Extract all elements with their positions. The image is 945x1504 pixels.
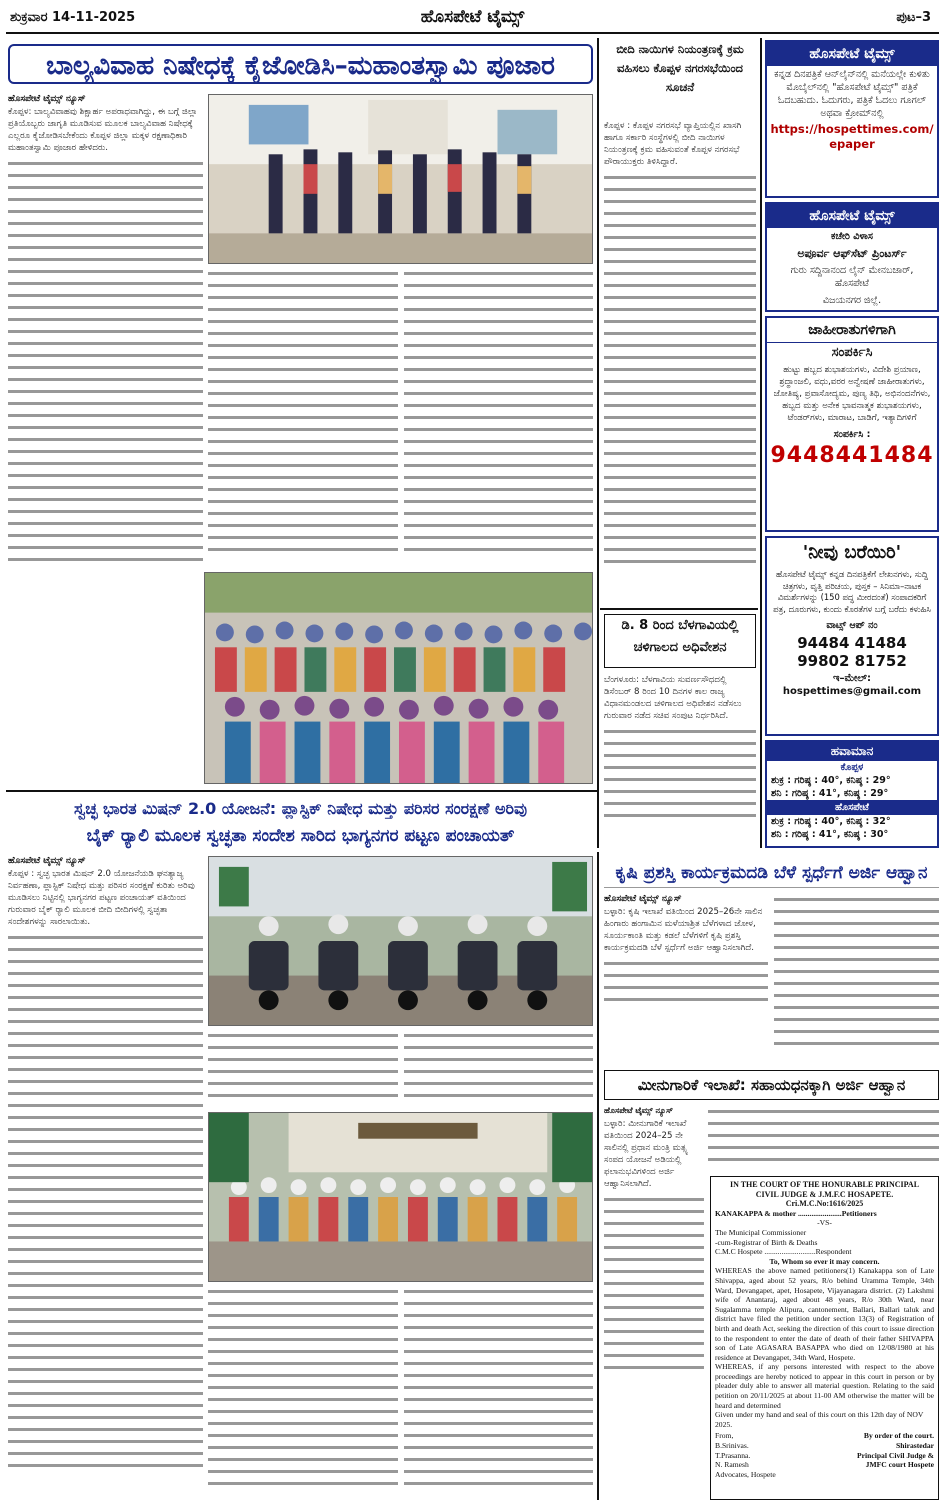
krishi-col-2 <box>774 894 939 1064</box>
court-respondent: C.M.C Hospete ...........................Respondent <box>715 1247 852 1257</box>
court-heading: CIVIL JUDGE & J.M.F.C HOSAPETE. <box>755 1189 894 1199</box>
swachh-body-lines <box>208 1286 398 1490</box>
weather-title: ಹವಾಮಾನ <box>767 742 937 761</box>
office-address-label: ಕಚೇರಿ ವಿಳಾಸ <box>831 231 873 242</box>
advert-phone[interactable]: 9448441484 <box>770 443 934 468</box>
epaper-ad-title: ಹೊಸಪೇಟೆ ಟೈಮ್ಸ್ <box>767 42 937 66</box>
fisheries-col-1 <box>604 1106 704 1500</box>
krishi-body-lines <box>604 958 768 1006</box>
email-address[interactable]: ಇ–ಮೇಲ್: hospettimes@gmail.com <box>782 673 922 697</box>
swachh-byline: ಹೊಸಪೇಟೆ ಟೈಮ್ಸ್ ನ್ಯೂಸ್ <box>8 856 86 866</box>
fisheries-headline: ಮೀನುಗಾರಿಕೆ ಇಲಾಖೆ: ಸಹಾಯಧನಕ್ಕಾಗಿ ಅರ್ಜಿ ಆಹ್ವಾನ <box>604 1070 939 1100</box>
court-signatures <box>715 1431 934 1479</box>
court-advocate: Advocates, Hospete <box>715 1469 776 1479</box>
weather-city-hospete: ಹೊಸಪೇಟೆ <box>767 800 937 815</box>
swachh-col-4 <box>208 1286 398 1500</box>
issue-date: ಶುಕ್ರವಾರ 14-11-2025 <box>10 10 136 25</box>
fisheries-body-lines <box>708 1106 939 1166</box>
epaper-ad <box>765 40 939 198</box>
swachh-col-1 <box>8 856 203 1500</box>
write-to-us-text: ಹೊಸಪೇಟೆ ಟೈಮ್ಸ್ ಕನ್ನಡ ದಿನಪತ್ರಿಕೆಗೆ ಲೇಖನಗಳು, ಸುದ್ದಿ ಚಿತ್ರಗಳು, ವೃತ್ತಿ ಪರಿಚಯ, ಪುಸ್ತಕ – ಸಿನಿಮಾ–ನಾಟಕ ವಿಮರ್ಶೆಗಳನ್ನು (150 ಪದ್ಧ ಮೀರದಂತೆ) ಸಂಪಾದಕರಿಗೆ ಪತ್ರ, ದೂರುಗಳು, ಕುಂದು ಕೊರತೆಗಳ ಬಗ್ಗೆ ಬರೆದು ಕಳುಹಿಸಿ <box>773 569 931 614</box>
swachh-headline-2: ಬೈಕ್ ರ್‍ಯಾಲಿ ಮೂಲಕ ಸ್ವಚ್ಛತಾ ಸಂದೇಶ ಸಾರಿದ ಭಾಗ್ಯನಗರ ಪಟ್ಟಣ ಪಂಚಾಯತ್ <box>86 826 515 846</box>
lead-byline: ಹೊಸಪೇಟೆ ಟೈಮ್ಸ್ ನ್ಯೂಸ್ <box>8 94 86 104</box>
fisheries-byline: ಹೊಸಪೇಟೆ ಟೈಮ್ಸ್ ನ್ಯೂಸ್ <box>604 1106 673 1115</box>
advert-contact-box <box>765 316 939 532</box>
column-rule <box>760 38 762 848</box>
lead-body-lines <box>404 268 593 556</box>
court-order-line: Principal Civil Judge & <box>857 1450 934 1460</box>
weather-city-koppal: ಕೊಪ್ಪಳ <box>840 762 864 773</box>
lead-col-1 <box>8 94 203 568</box>
court-advocate: T.Prasanna. <box>715 1450 751 1460</box>
advert-contact-subtitle: ಸಂಪರ್ಕಿಸಿ <box>831 345 873 360</box>
krishi-byline: ಹೊಸಪೇಟೆ ಟೈಮ್ಸ್ ನ್ಯೂಸ್ <box>604 894 682 904</box>
office-printer: ಅಪೂರ್ವ ಆಫ್‌ಸೆಟ್ ಪ್ರಿಂಟರ್ಸ್ <box>797 247 907 260</box>
swachh-body-lines <box>208 1030 398 1102</box>
swachh-col-3 <box>404 1030 593 1110</box>
swachh-intro: ಕೊಪ್ಪಳ : ಸ್ವಚ್ಛ ಭಾರತ ಮಿಷನ್ 2.0 ಯೋಜನೆಯಡಿ ಘನತ್ಯಾಜ್ಯ ನಿರ್ವಹಣಾ, ಪ್ಲಾಸ್ಟಿಕ್ ನಿಷೇಧ ಮತ್ತು ಪರಿಸರ ಸಂರಕ್ಷಣೆ ಕುರಿತು ಅರಿವು ಮೂಡಿಸಲು ನಿಟ್ಟಿನಲ್ಲಿ ಭಾಗ್ಯನಗರ ಪಟ್ಟಣ ಪಂಚಾಯತ್ ವತಿಯಿಂದ ಗುರುವಾರ ಬೈಕ್ ರ್‍ಯಾಲಿ ಮೂಲಕ ಬೀದಿ ಬೀದಿಗಳಲ್ಲಿ ಸ್ವಚ್ಛತಾ ಸಂದೇಶಗಳನ್ನು ಸಾರಲಾಯಿತು. <box>8 869 195 927</box>
whatsapp-number-1[interactable]: 94484 41484 <box>797 634 907 652</box>
section-rule <box>6 790 598 792</box>
column-rule <box>597 852 599 1500</box>
fisheries-body-lines <box>604 1194 704 1374</box>
advert-contact-title: ಜಾಹೀರಾತುಗಳಿಗಾಗಿ <box>767 318 937 343</box>
court-advocates <box>715 1431 776 1479</box>
krishi-intro: ಬಳ್ಳಾರಿ: ಕೃಷಿ ಇಲಾಖೆ ವತಿಯಿಂದ 2025–26ನೇ ಸಾಲಿನ ಹಿಂಗಾರು ಹಂಗಾಮಿನ ಮಳೆಯಾಶ್ರಿತ ಬೆಳೆಗಳಾದ ಜೋಳ, ಸೂರ್ಯಕಾಂತಿ ಮತ್ತು ಕಡಲೆ ಬೆಳೆಗಳಿಗೆ ಕೃಷಿ ಪ್ರಶಸ್ತಿ ಕಾರ್ಯಕ್ರಮದಡಿ ಬೆಳೆ ಸ್ಪರ್ಧೆಗೆ ಅರ್ಜಿ ಆಹ್ವಾನಿಸಲಾಗಿದೆ. <box>604 907 763 953</box>
krishi-headline: ಕೃಷಿ ಪ್ರಶಸ್ತಿ ಕಾರ್ಯಕ್ರಮದಡಿ ಬೆಳೆ ಸ್ಪರ್ಧೆಗೆ ಅರ್ಜಿ ಆಹ್ವಾನ <box>604 858 939 888</box>
court-from: From, <box>715 1431 734 1441</box>
lead-col-3 <box>404 268 593 568</box>
page-number: ಪುಟ–3 <box>896 10 931 25</box>
session-intro: ಬೆಂಗಳೂರು: ಬೆಳಗಾವಿಯ ಸುವರ್ಣಸೌಧದಲ್ಲಿ ಡಿಸೆಂಬರ್ 8 ರಿಂದ 10 ದಿನಗಳ ಕಾಲ ರಾಜ್ಯ ವಿಧಾನಮಂಡಲದ ಚಳಿಗಾಲದ ಅಧಿವೇಶನ ನಡೆಸಲು ಗುರುವಾರ ನಡೆದ ಸಚಿವ ಸಂಪುಟ ನಿರ್ಧರಿಸಿದೆ. <box>604 675 742 721</box>
write-to-us-box <box>765 536 939 736</box>
swachh-body-lines <box>8 932 203 1472</box>
krishi-col-1 <box>604 894 768 1064</box>
lead-body-lines <box>8 158 203 566</box>
weather-row: ಶುಕ್ರ : ಗರಿಷ್ಠ : 40°, ಕನಿಷ್ಠ : 29° <box>771 775 891 786</box>
court-respondent: The Municipal Commissioner <box>715 1227 807 1237</box>
fisheries-intro: ಬಳ್ಳಾರಿ: ಮೀನುಗಾರಿಕೆ ಇಲಾಖೆ ವತಿಯಿಂದ 2024–25 ನೇ ಸಾಲಿನಲ್ಲಿ ಪ್ರಧಾನ ಮಂತ್ರಿ ಮತ್ಸ್ಯ ಸಂಪದ ಯೋಜನೆ ಅಡಿಯಲ್ಲಿ ಫಲಾನುಭವಿಗಳಿಂದ ಅರ್ಜಿ ಆಹ್ವಾನಿಸಲಾಗಿದೆ. <box>604 1119 688 1189</box>
vendors-body-lines <box>604 172 756 568</box>
court-petitioner: KANAKAPPA & mother .......................Petitioners <box>715 1208 877 1218</box>
court-order <box>857 1431 934 1479</box>
court-order-line: By order of the court. <box>863 1431 934 1441</box>
whatsapp-number-2[interactable]: 99802 81752 <box>797 652 907 670</box>
lead-headline: ಬಾಲ್ಯವಿವಾಹ ನಿಷೇಧಕ್ಕೆ ಕೈಜೋಡಿಸಿ–ಮಹಾಂತಸ್ವಾಮಿ ಪೂಜಾರ <box>8 44 593 84</box>
swachh-col-2 <box>208 1030 398 1110</box>
vendors-intro: ಕೊಪ್ಪಳ : ಕೊಪ್ಪಳ ನಗರಸಭೆ ವ್ಯಾಪ್ತಿಯಲ್ಲಿನ ಖಾಸಗಿ ಹಾಗೂ ಸರ್ಕಾರಿ ಸಂಸ್ಥೆಗಳಲ್ಲಿ ಬೀದಿ ನಾಯಿಗಳ ನಿಯಂತ್ರಣಕ್ಕೆ ಕ್ರಮ ವಹಿಸುವಂತೆ ಕೊಪ್ಪಳ ನಗರಸಭೆ ಪೌರಾಯುಕ್ತರು ತಿಳಿಸಿದ್ದಾರೆ. <box>604 121 742 167</box>
fisheries-col-2 <box>708 1106 939 1172</box>
office-district: ವಿಜಯನಗರ ಜಿಲ್ಲೆ. <box>822 295 882 306</box>
court-body: WHEREAS, if any persons interested with respect to the above proceedings are hereby noticed to appear in this court in person or by pleader duly able to answer all material question. Relating to the said petition on 20/11/2025 at about 11-00 AM otherwise the matter will be heard and determined <box>715 1362 934 1410</box>
vendors-body <box>604 120 756 604</box>
court-notice <box>710 1176 939 1500</box>
court-order-line: JMFC court Hospete <box>865 1460 934 1470</box>
office-ad-title: ಹೊಸಪೇಟೆ ಟೈಮ್ಸ್ <box>767 204 937 228</box>
advert-contact-text: ಹುಟ್ಟು ಹಬ್ಬದ ಶುಭಾಶಯಗಳು, ವಿದೇಶಿ ಪ್ರಯಾಣ, ಶ್ರದ್ಧಾಂಜಲಿ, ವಧು,ವರರ ಅನ್ವೇಷಣೆ ಜಾಹೀರಾತುಗಳು, ಜೋತಿಷ್ಯ, ಪ್ರವಾಸೋದ್ಯಮ, ಪುಣ್ಯ ತಿಥಿ, ಅಭಿನಂದನೆಗಳು, ಹಬ್ಬದ ಮತ್ತು ಅನೇಕ ಭಾವನಾತ್ಮಕ ಶುಭಾಶಯಗಳು, ಟೆಂಡರ್‌ಗಳು, ಮಾರಾಟ, ಬಾಡಿಗೆ, ಇತ್ಯಾದಿಗಳಿಗೆ <box>773 365 931 423</box>
epaper-link-path[interactable]: epaper <box>829 137 875 151</box>
court-versus: -VS- <box>817 1218 832 1228</box>
lead-body-lines <box>208 268 398 556</box>
office-ad <box>765 202 939 312</box>
swachh-body-lines <box>404 1030 593 1102</box>
court-order-line: Shirastedar <box>896 1441 934 1451</box>
session-body-lines <box>604 726 756 822</box>
vendors-headline: ಬೀದಿ ನಾಯಿಗಳ ನಿಯಂತ್ರಣಕ್ಕೆ ಕ್ರಮ ವಹಿಸಲು ಕೊಪ್ಪಳ ನಗರಸಭೆಯಿಂದ ಸೂಚನೆ <box>616 42 744 94</box>
session-headline: ಡಿ. 8 ರಿಂದ ಬೆಳಗಾವಿಯಲ್ಲಿ ಚಳಿಗಾಲದ ಅಧಿವೇಶನ <box>604 614 756 668</box>
epaper-ad-text: ಕನ್ನಡ ದಿನಪತ್ರಿಕೆ ಆನ್‌ಲೈನ್‌ನಲ್ಲಿ ಮನೆಯಲ್ಲೇ ಕುಳಿತು ಮೊಬೈಲ್‌ನಲ್ಲಿ "ಹೊಸಪೇಟೆ ಟೈಮ್ಸ್" ಪತ್ರಿಕೆ ಓದಬಹುದು. ಓದುಗರು, ಪತ್ರಿಕೆ ಓದಲು ಗೂಗಲ್ ಅಥವಾ ಕ್ರೋಮ್‌ನಲ್ಲಿ <box>774 69 930 119</box>
masthead <box>6 6 939 34</box>
advert-contact-label: ಸಂಪರ್ಕಿಸಿ : <box>833 429 871 440</box>
lead-intro: ಕೊಪ್ಪಳ: ಬಾಲ್ಯವಿವಾಹವು ಶಿಕ್ಷಾರ್ಹ ಅಪರಾಧವಾಗಿದ್ದು, ಈ ಬಗ್ಗೆ ಜಿಲ್ಲಾ ಪ್ರತಿಯೊಬ್ಬರು ಜಾಗೃತಿ ಮೂಡಿಸುವ ಮೂಲಕ ಬಾಲ್ಯವಿವಾಹ ನಿಷೇಧಕ್ಕೆ ಎಲ್ಲರೂ ಕೈಜೋಡಿಸಬೇಕೆಂದು ಕೊಪ್ಪಳ ಜಿಲ್ಲಾ ಮಕ್ಕಳ ರಕ್ಷಣಾಧಿಕಾರಿ ಮಹಾಂತಸ್ವಾಮಿ ಪೂಜಾರ ಹೇಳಿದರು. <box>8 107 198 153</box>
epaper-link[interactable]: https://hospettimes.com/ <box>770 122 934 136</box>
bike-rally-photo <box>208 856 593 1026</box>
paper-name: ಹೊಸಪೇಟೆ ಟೈಮ್ಸ್ <box>420 7 525 27</box>
column-rule <box>597 38 599 848</box>
section-rule <box>600 608 758 610</box>
court-heading: IN THE COURT OF THE HONURABLE PRINCIPAL <box>729 1180 920 1189</box>
krishi-body-lines <box>774 894 939 1050</box>
weather-box <box>765 740 939 848</box>
write-to-us-title: 'ನೀವು ಬರೆಯಿರಿ' <box>802 542 902 563</box>
court-body: WHEREAS the above named petitioners(1) Kanakappa son of Late Shivappa, aged about 52 years, R/o behind Uramma Temple, 34th Ward, Devangapet, apet, Hosapete, Vijayanagara district. (2) Lakshmi wife of Anantaraj, aged about 48 years, R/o 30th Ward, near Sugalamma temple Alipura, cantonement, Ballari, Ballari taluk and district have filed the petition under section 13(3) of Registration of birth and death Act, seeking the direction of this court to issue direction to the respondent to enter the date of death of their father SHIVAPPA son of Late AGASARA BASAPPA who died on 12/08/1980 at his residence at Devangapet, 34th Ward, Hospete. <box>715 1266 934 1362</box>
weather-row: ಶನಿ : ಗರಿಷ್ಠ : 41°, ಕನಿಷ್ಠ : 30° <box>771 829 889 840</box>
whatsapp-label: ವಾಟ್ಸ್ ಆಪ್ ನಂ <box>826 620 878 631</box>
court-given: Given under my hand and seal of this court on this 12th day of NOV 2025. <box>715 1410 924 1429</box>
swachh-col-5 <box>404 1286 593 1500</box>
court-respondent: -cum-Registrar of Birth & Deaths <box>715 1237 818 1247</box>
lead-crowd-photo <box>204 572 593 784</box>
court-advocate: B.Srinivas. <box>715 1441 749 1451</box>
lead-photo <box>208 94 593 264</box>
weather-row: ಶನಿ : ಗರಿಷ್ಠ : 41°, ಕನಿಷ್ಠ : 29° <box>771 788 889 799</box>
pledge-photo <box>208 1112 593 1282</box>
court-advocate: N. Ramesh <box>715 1460 749 1470</box>
weather-row: ಶುಕ್ರ : ಗರಿಷ್ಠ : 40°, ಕನಿಷ್ಠ : 32° <box>771 816 891 827</box>
swachh-headline-1: ಸ್ವಚ್ಛ ಭಾರತ ಮಿಷನ್ 2.0 ಯೋಜನೆ: ಪ್ಲಾಸ್ಟಿಕ್ ನಿಷೇಧ ಮತ್ತು ಪರಿಸರ ಸಂರಕ್ಷಣೆ ಅರಿವು <box>73 799 528 818</box>
court-case-number: Cri.M.C.No:1616/2025 <box>785 1199 864 1209</box>
session-body <box>604 674 756 844</box>
lead-col-2 <box>208 268 398 568</box>
swachh-body-lines <box>404 1286 593 1490</box>
court-salutation: To, Whom so ever it may concern. <box>769 1256 880 1266</box>
office-street: ಗುರು ಸದ್ದಿನಾನಂದ ಲೈನ್ ಮೇನಬಜಾರ್, ಹೊಸಪೇಟೆ <box>790 265 914 289</box>
